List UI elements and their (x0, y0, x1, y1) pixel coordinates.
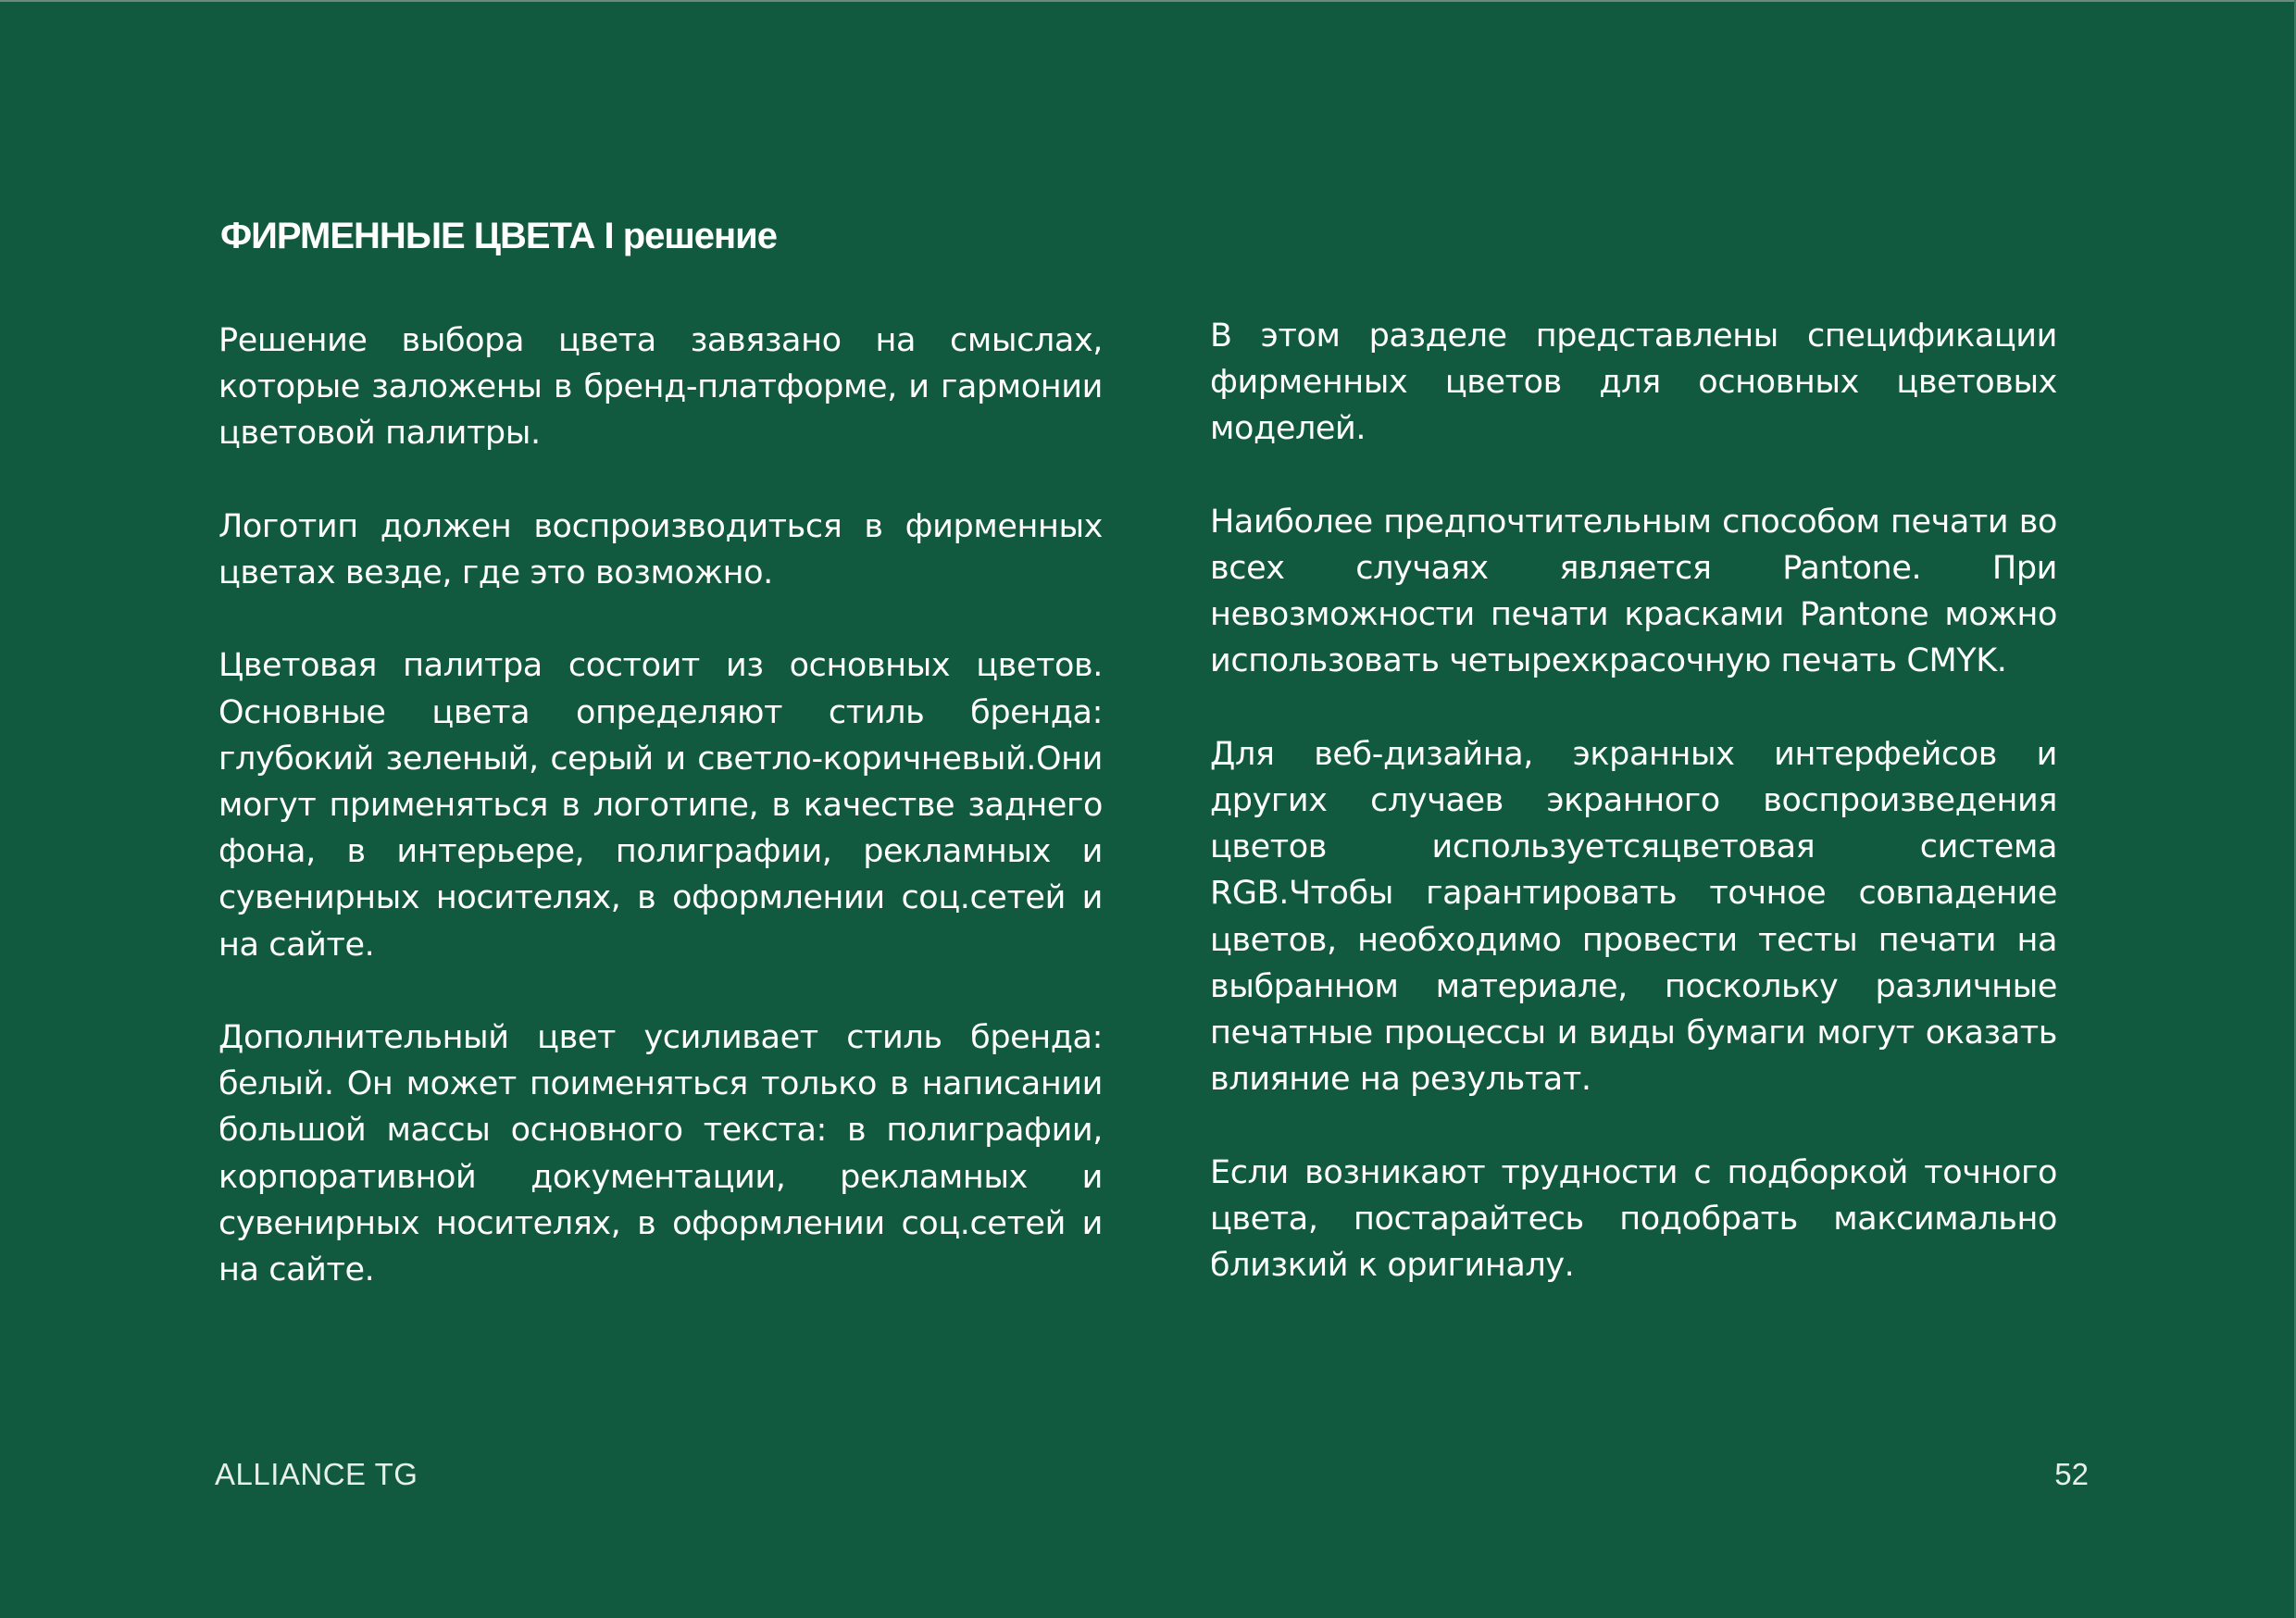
paragraph-color-specs: В этом разделе представлены спецификации фирменных цветов для основных цветовых моделей. (1210, 317, 2057, 448)
paragraph-rgb-web: Для веб-дизайна, экранных интерфейсов и других случаев экранного воспроизведения цветов используетсяцветовая система RGB.Чтобы гарантировать точное совпадение цветов, необходимо провести тесты печати на выбранном материале, поскольку различные печатные процессы и виды бумаги могут оказать влияние на результат. (1210, 735, 2057, 1099)
page-number: 52 (2054, 1457, 2089, 1491)
paragraph-color-choice: Решение выбора цвета завязано на смыслах, которые заложены в бренд-платформе, и гармонии цветовой палитры. (218, 322, 1103, 453)
page-top-edge (0, 0, 2296, 2)
paragraph-main-palette: Цветовая палитра состоит из основных цветов. Основные цвета определяют стиль бренда: глубокий зеленый, серый и светло-коричневый.Они могут применяться в логотипе, в качестве заднего фона, в интерьере, полиграфии, рекламных и сувенирных носителях, в оформлении соц.сетей и на сайте. (218, 647, 1103, 964)
paragraph-logo-colors: Логотип должен воспроизводиться в фирменных цветах везде, где это возможно. (218, 507, 1103, 591)
left-text-column (218, 317, 1103, 1293)
footer-brand-name: ALLIANCE TG (215, 1457, 418, 1491)
section-title: ФИРМЕННЫЕ ЦВЕТА I решение (220, 216, 777, 256)
paragraph-closest-match: Если возникают трудности с подборкой точного цвета, постарайтесь подобрать максимально близкий к оригиналу. (1210, 1153, 2057, 1285)
paragraph-additional-color: Дополнительный цвет усиливает стиль бренда: белый. Он может поименяться только в написании большой массы основного текста: в полиграфии, корпоративной документации, рекламных и сувенирных носителях, в оформлении соц.сетей и на сайте. (218, 1019, 1103, 1289)
paragraph-print-pantone-cmyk: Наиболее предпочтительным способом печати во всех случаях является Pantone. При невозможности печати красками Pantone можно использовать четырехкрасочную печать CMYK. (1210, 503, 2057, 680)
right-text-column (1210, 313, 2057, 1288)
